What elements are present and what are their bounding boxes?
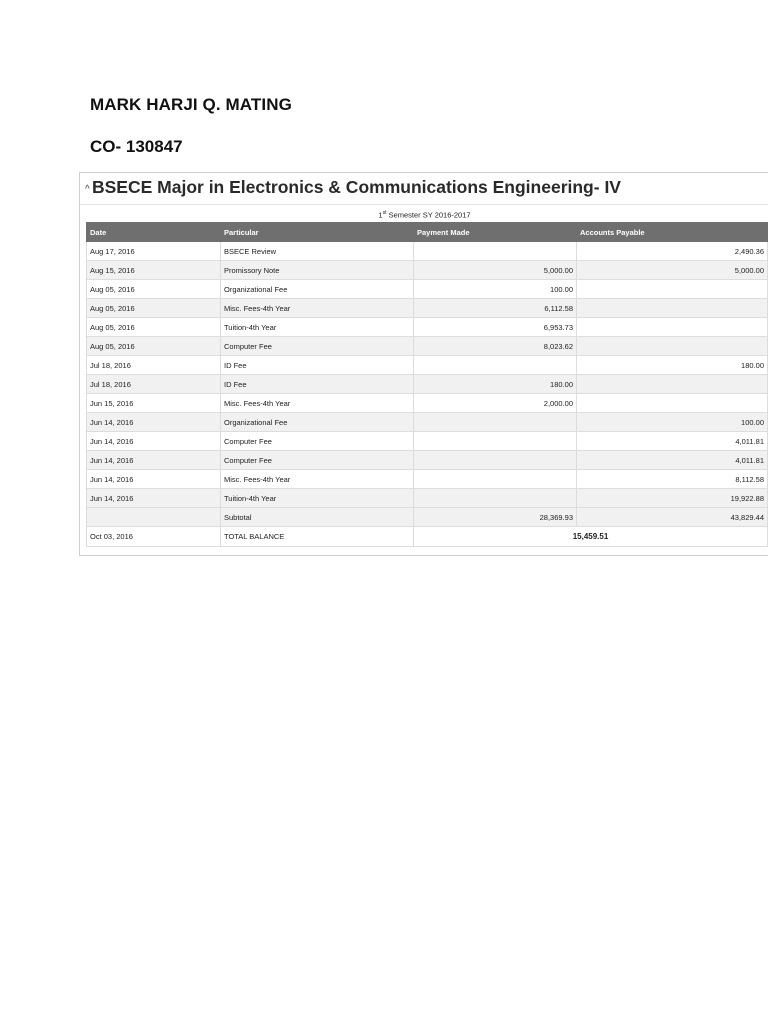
cell-particular: ID Fee	[221, 375, 414, 394]
header-date: Date	[87, 223, 221, 242]
header-payment-made: Payment Made	[414, 223, 577, 242]
table-row	[87, 337, 768, 356]
table-body	[87, 242, 768, 547]
cell-particular: TOTAL BALANCE	[221, 527, 414, 547]
cell-payment	[414, 489, 577, 508]
table-row	[87, 356, 768, 375]
cell-date: Aug 05, 2016	[87, 318, 221, 337]
cell-payable	[577, 299, 768, 318]
subtotal-row	[87, 508, 768, 527]
cell-particular: Organizational Fee	[221, 413, 414, 432]
table-row	[87, 280, 768, 299]
cell-particular: Promissory Note	[221, 261, 414, 280]
subtotal-payable: 43,829.44	[577, 508, 768, 527]
student-code: CO- 130847	[90, 137, 183, 156]
semester-rest: Semester SY 2016-2017	[386, 210, 471, 220]
cell-payment: 5,000.00	[414, 261, 577, 280]
semester-ordinal: 1	[378, 210, 383, 220]
cell-payment: 180.00	[414, 375, 577, 394]
table-row	[87, 489, 768, 508]
cell-payable	[577, 394, 768, 413]
cell-payable: 180.00	[577, 356, 768, 375]
panel-title: BSECE Major in Electronics & Communications Engineering- IV	[92, 177, 621, 197]
cell-date: Jun 14, 2016	[87, 489, 221, 508]
cell-date: Aug 05, 2016	[87, 337, 221, 356]
table-row	[87, 242, 768, 261]
cell-particular: Misc. Fees-4th Year	[221, 394, 414, 413]
cell-date: Jun 14, 2016	[87, 451, 221, 470]
student-name: MARK HARJI Q. MATING	[90, 95, 292, 114]
table-row	[87, 470, 768, 489]
cell-particular: BSECE Review	[221, 242, 414, 261]
table-row	[87, 261, 768, 280]
cell-payable: 100.00	[577, 413, 768, 432]
cell-date: Aug 05, 2016	[87, 299, 221, 318]
cell-particular: Misc. Fees-4th Year	[221, 299, 414, 318]
table-header-row	[87, 223, 768, 242]
cell-payable: 5,000.00	[577, 261, 768, 280]
cell-date: Jun 14, 2016	[87, 470, 221, 489]
cell-particular: Misc. Fees-4th Year	[221, 470, 414, 489]
cell-payable	[577, 375, 768, 394]
cell-particular: Computer Fee	[221, 451, 414, 470]
cell-particular: Computer Fee	[221, 337, 414, 356]
cell-payable: 4,011.81	[577, 432, 768, 451]
cell-date: Aug 17, 2016	[87, 242, 221, 261]
subtotal-payment: 28,369.93	[414, 508, 577, 527]
cell-payment	[414, 432, 577, 451]
cell-payment	[414, 470, 577, 489]
cell-payment: 2,000.00	[414, 394, 577, 413]
cell-date: Jun 15, 2016	[87, 394, 221, 413]
account-panel	[79, 172, 768, 556]
caret-up-icon[interactable]: ^	[85, 184, 90, 195]
cell-payment	[414, 413, 577, 432]
cell-payable: 19,922.88	[577, 489, 768, 508]
cell-particular: ID Fee	[221, 356, 414, 375]
total-balance-row	[87, 527, 768, 547]
table-row	[87, 432, 768, 451]
cell-payment	[414, 356, 577, 375]
header-accounts-payable: Accounts Payable	[577, 223, 768, 242]
semester-sup: st	[382, 210, 387, 216]
total-balance-amount: 15,459.51	[414, 527, 768, 547]
cell-payable: 4,011.81	[577, 451, 768, 470]
cell-payable: 8,112.58	[577, 470, 768, 489]
cell-payment	[414, 242, 577, 261]
cell-payable	[577, 337, 768, 356]
cell-date: Oct 03, 2016	[87, 527, 221, 547]
cell-date	[87, 508, 221, 527]
cell-particular: Tuition-4th Year	[221, 318, 414, 337]
cell-date: Aug 05, 2016	[87, 280, 221, 299]
table-row	[87, 375, 768, 394]
cell-particular: Organizational Fee	[221, 280, 414, 299]
ledger-table	[86, 222, 768, 547]
cell-payment: 6,112.58	[414, 299, 577, 318]
cell-particular: Subtotal	[221, 508, 414, 527]
cell-date: Jul 18, 2016	[87, 375, 221, 394]
cell-payment: 8,023.62	[414, 337, 577, 356]
header-particular: Particular	[221, 223, 414, 242]
cell-payment	[414, 451, 577, 470]
cell-date: Jun 14, 2016	[87, 432, 221, 451]
cell-payable	[577, 280, 768, 299]
cell-payment: 100.00	[414, 280, 577, 299]
table-row	[87, 299, 768, 318]
cell-payable	[577, 318, 768, 337]
cell-particular: Tuition-4th Year	[221, 489, 414, 508]
cell-payable: 2,490.36	[577, 242, 768, 261]
cell-date: Jul 18, 2016	[87, 356, 221, 375]
cell-payment: 6,953.73	[414, 318, 577, 337]
table-row	[87, 413, 768, 432]
cell-date: Jun 14, 2016	[87, 413, 221, 432]
cell-date: Aug 15, 2016	[87, 261, 221, 280]
table-row	[87, 318, 768, 337]
panel-header[interactable]	[80, 173, 768, 205]
semester-label	[80, 210, 768, 220]
cell-particular: Computer Fee	[221, 432, 414, 451]
table-row	[87, 451, 768, 470]
table-row	[87, 394, 768, 413]
